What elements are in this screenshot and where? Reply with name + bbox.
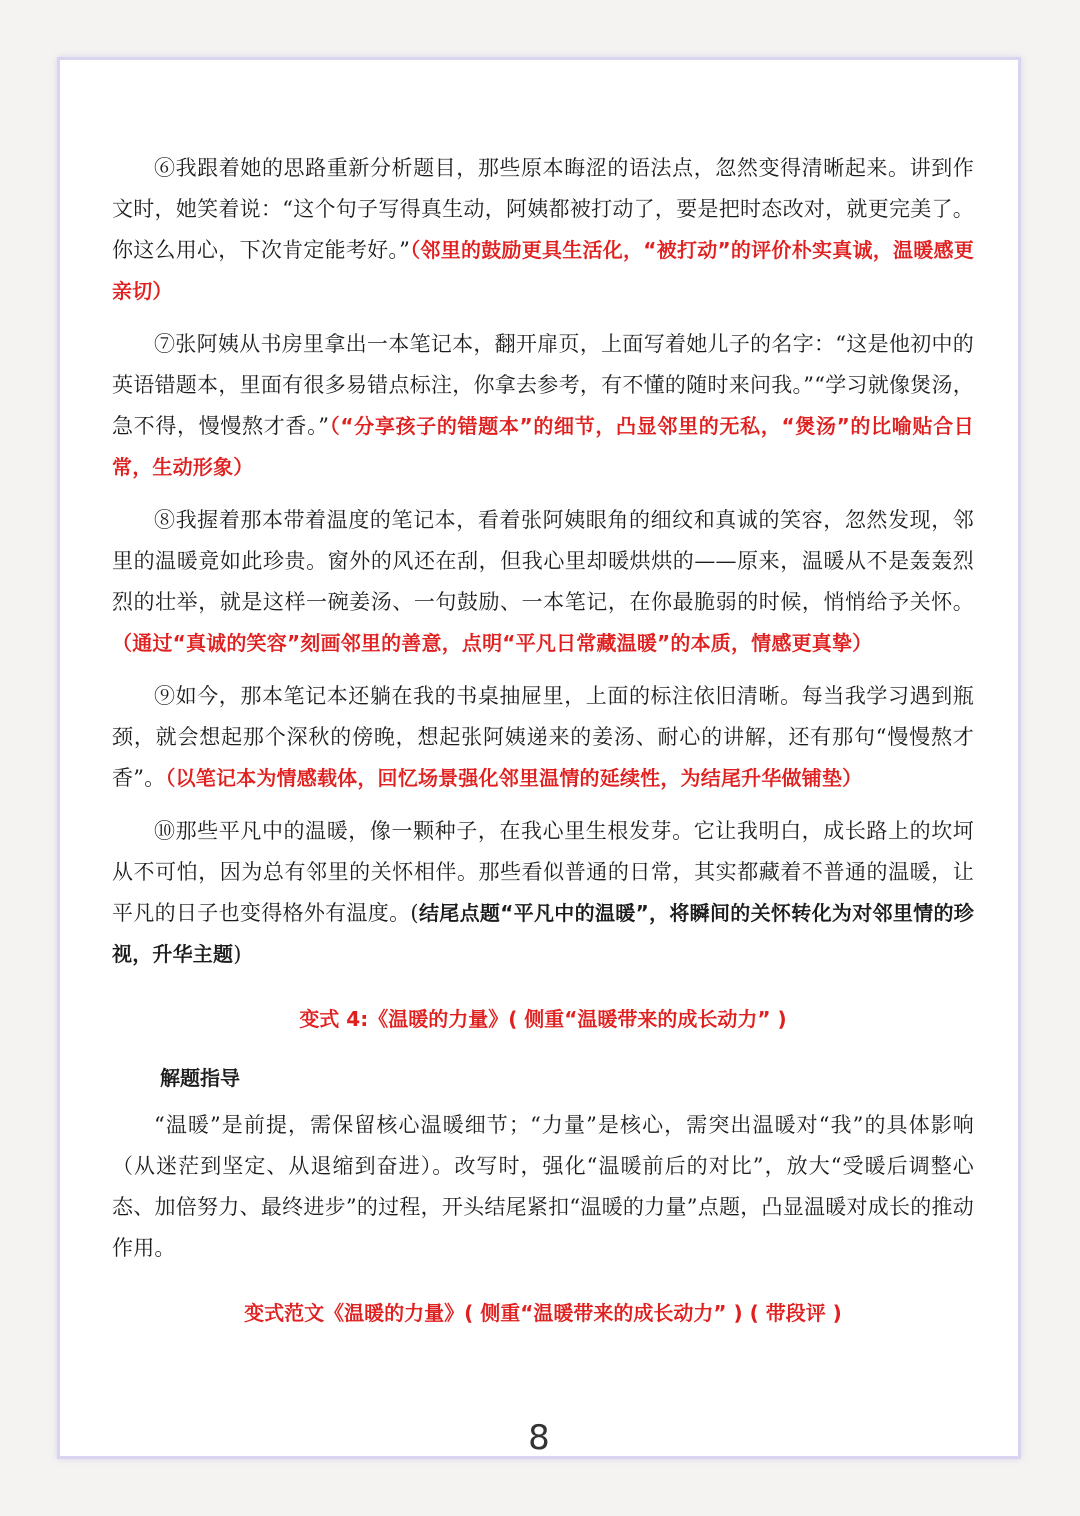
paragraph-comment: （以笔记本为情感载体，回忆场景强化邻里温情的延续性，为结尾升华做铺垫） — [165, 766, 863, 790]
paragraph-comment: （“分享孩子的错题本”的细节，凸显邻里的无私，“煲汤”的比喻贴合日常，生动形象） — [112, 414, 975, 479]
page-content — [112, 148, 974, 1356]
paragraph-close: ) — [233, 942, 242, 966]
guide-paragraph: “温暖”是前提，需保留核心温暖细节；“力量”是核心，需突出温暖对“我”的具体影响（从迷茫到坚定、从退缩到奋进）。改写时，强化“温暖前后的对比”，放大“受暖后调整心态、加倍努力、最终进步”的过程，开头结尾紧扣“温暖的力量”点题，凸显温暖对成长的推动作用。 — [112, 1113, 974, 1260]
paragraph-8 — [112, 500, 974, 664]
paragraph-comment: 结尾点题“平凡中的温暖”，将瞬间的关怀转化为对邻里情的珍视，升华主题 — [112, 901, 974, 966]
paragraph-10 — [112, 811, 974, 975]
guide-heading: 解题指导 — [160, 1066, 240, 1090]
paragraph-text: ⑥我跟着她的思路重新分析题目，那些原本晦涩的语法点，忽然变得清晰起来。讲到作文时，她笑着说：“这个句子写得真生动，阿姨都被打动了，要是把时态改对，就更完美了。你这么用心，下次肯定能考好。” — [112, 156, 974, 262]
paragraph-text: ⑨如今，那本笔记本还躺在我的书桌抽屉里，上面的标注依旧清晰。每当我学习遇到瓶颈，就会想起那个深秋的傍晚，想起张阿姨递来的姜汤、耐心的讲解，还有那句“慢慢熬才香”。 — [112, 684, 974, 790]
document-page — [57, 57, 1021, 1459]
paragraph-text: ⑩那些平凡中的温暖，像一颗种子，在我心里生根发芽。它让我明白，成长路上的坎坷从不可怕，因为总有邻里的关怀相伴。那些看似普通的日常，其实都藏着不普通的温暖，让平凡的日子也变得格外有温度。( — [112, 819, 974, 925]
paragraph-text: ⑧我握着那本带着温度的笔记本，看着张阿姨眼角的细纹和真诚的笑容，忽然发现，邻里的温暖竟如此珍贵。窗外的风还在刮，但我心里却暖烘烘的——原来，温暖从不是轰轰烈烈的壮举，就是这样一碗姜汤、一句鼓励、一本笔记，在你最脆弱的时候，悄悄给予关怀。 — [112, 508, 974, 614]
paragraph-text: ⑦张阿姨从书房里拿出一本笔记本，翻开扉页，上面写着她儿子的名字：“这是他初中的英语错题本，里面有很多易错点标注，你拿去参考，有不懂的随时来问我。”“学习就像煲汤，急不得，慢慢熬才香。” — [112, 332, 974, 438]
paragraph-9 — [112, 676, 974, 799]
paragraph-7 — [112, 324, 974, 488]
sample-essay-heading: 变式范文《温暖的力量》( 侧重“温暖带来的成长动力” ) ( 带段评 ) — [244, 1301, 842, 1325]
variant-heading: 变式 4:《温暖的力量》( 侧重“温暖带来的成长动力” ) — [299, 1007, 787, 1031]
paragraph-comment: （通过“真诚的笑容”刻画邻里的善意，点明“平凡日常藏温暖”的本质，情感更真挚） — [112, 631, 873, 655]
paragraph-6 — [112, 148, 974, 312]
paragraph-comment: （邻里的鼓励更具生活化，“被打动”的评价朴实真诚，温暖感更亲切） — [112, 238, 974, 303]
page-number: 8 — [528, 1418, 550, 1458]
